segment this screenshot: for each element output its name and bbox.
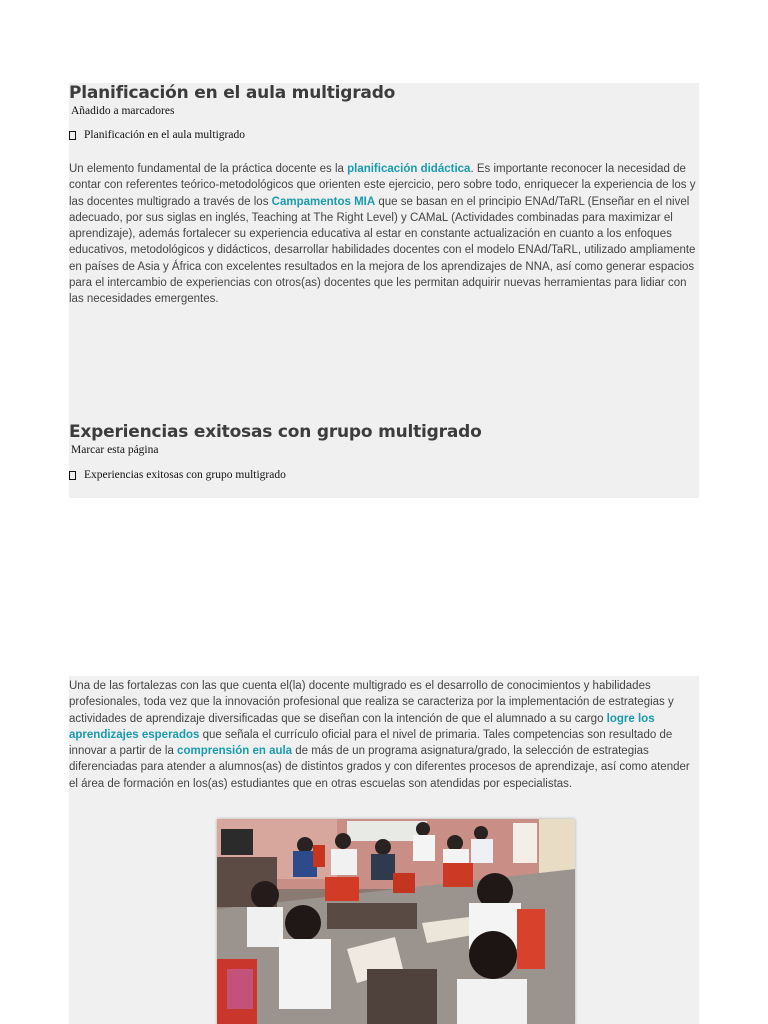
section-title-experiencias: Experiencias exitosas con grupo multigrado [69, 422, 482, 442]
checkbox-square-icon [69, 471, 76, 480]
classroom-photo [217, 819, 575, 1024]
toc-item-experiencias[interactable] [69, 469, 286, 481]
toc-item-planificacion[interactable] [69, 129, 245, 141]
bookmark-page-button[interactable]: Marcar esta página [71, 444, 159, 456]
intro-paragraph: Un elemento fundamental de la práctica docente es la planificación didáctica. Es importante reconocer la necesidad de contar con referentes teórico-metodológicos que orienten este ejercicio, pero sobre todo, enriquecer la experiencia de los y las docentes multigrado a través de los Campamentos MIA que se basan en el principio ENAd/TaRL (Enseñar en el nivel adecuado, por sus siglas en inglés, Teaching at The Right Level) y CAMaL (Actividades combinadas para maximizar el aprendizaje), además fortalecer su experiencia educativa al estar en constante actualización en cuanto a los enfoques educativos, metodológicos y didácticos, desarrollar habilidades docentes con el modelo ENAd/TaRL, utilizado ampliamente en países de Asia y África con excelentes resultados en la mejora de los aprendizajes de NNA, así como generar espacios para el intercambio de experiencias con otros(as) docentes que les permitan adquirir nuevas herramientas para lidiar con las necesidades emergentes. [69, 163, 696, 306]
content-panel-top [69, 83, 699, 498]
link-planificacion-didactica[interactable]: planificación didáctica [347, 163, 471, 175]
fortalezas-paragraph: Una de las fortalezas con las que cuenta el(la) docente multigrado es el desarrollo de conocimientos y habilidades profesionales, toda vez que la innovación profesional que realiza se caracteriza por la implementación de estrategias y actividades de aprendizaje diversificadas que se diseñan con la intención de que el alumnado a su cargo logre los aprendizajes esperados que señala el currículo oficial para el nivel de primaria. Tales competencias son resultado de innovar a partir de la comprensión en aula de más de un programa asignatura/grado, la selección de estrategias diferenciadas para atender a alumnos(as) de distintos grados y con diferentes procesos de aprendizaje, así como atender el área de formación en los(as) estudiantes que en otras escuelas son atendidas por especialistas. [69, 680, 690, 790]
link-aprendizajes-esperados[interactable]: logre los aprendizajes esperados [69, 712, 655, 741]
toc-item-label: Experiencias exitosas con grupo multigrado [84, 469, 286, 481]
checkbox-square-icon [69, 131, 76, 140]
section-title-planificacion: Planificación en el aula multigrado [69, 83, 396, 103]
toc-item-label: Planificación en el aula multigrado [84, 129, 245, 141]
link-campamentos-mia[interactable]: Campamentos MIA [271, 195, 376, 208]
link-comprension-en-aula[interactable]: comprensión en aula [177, 745, 293, 758]
bookmark-status-label[interactable]: Añadido a marcadores [71, 105, 175, 117]
